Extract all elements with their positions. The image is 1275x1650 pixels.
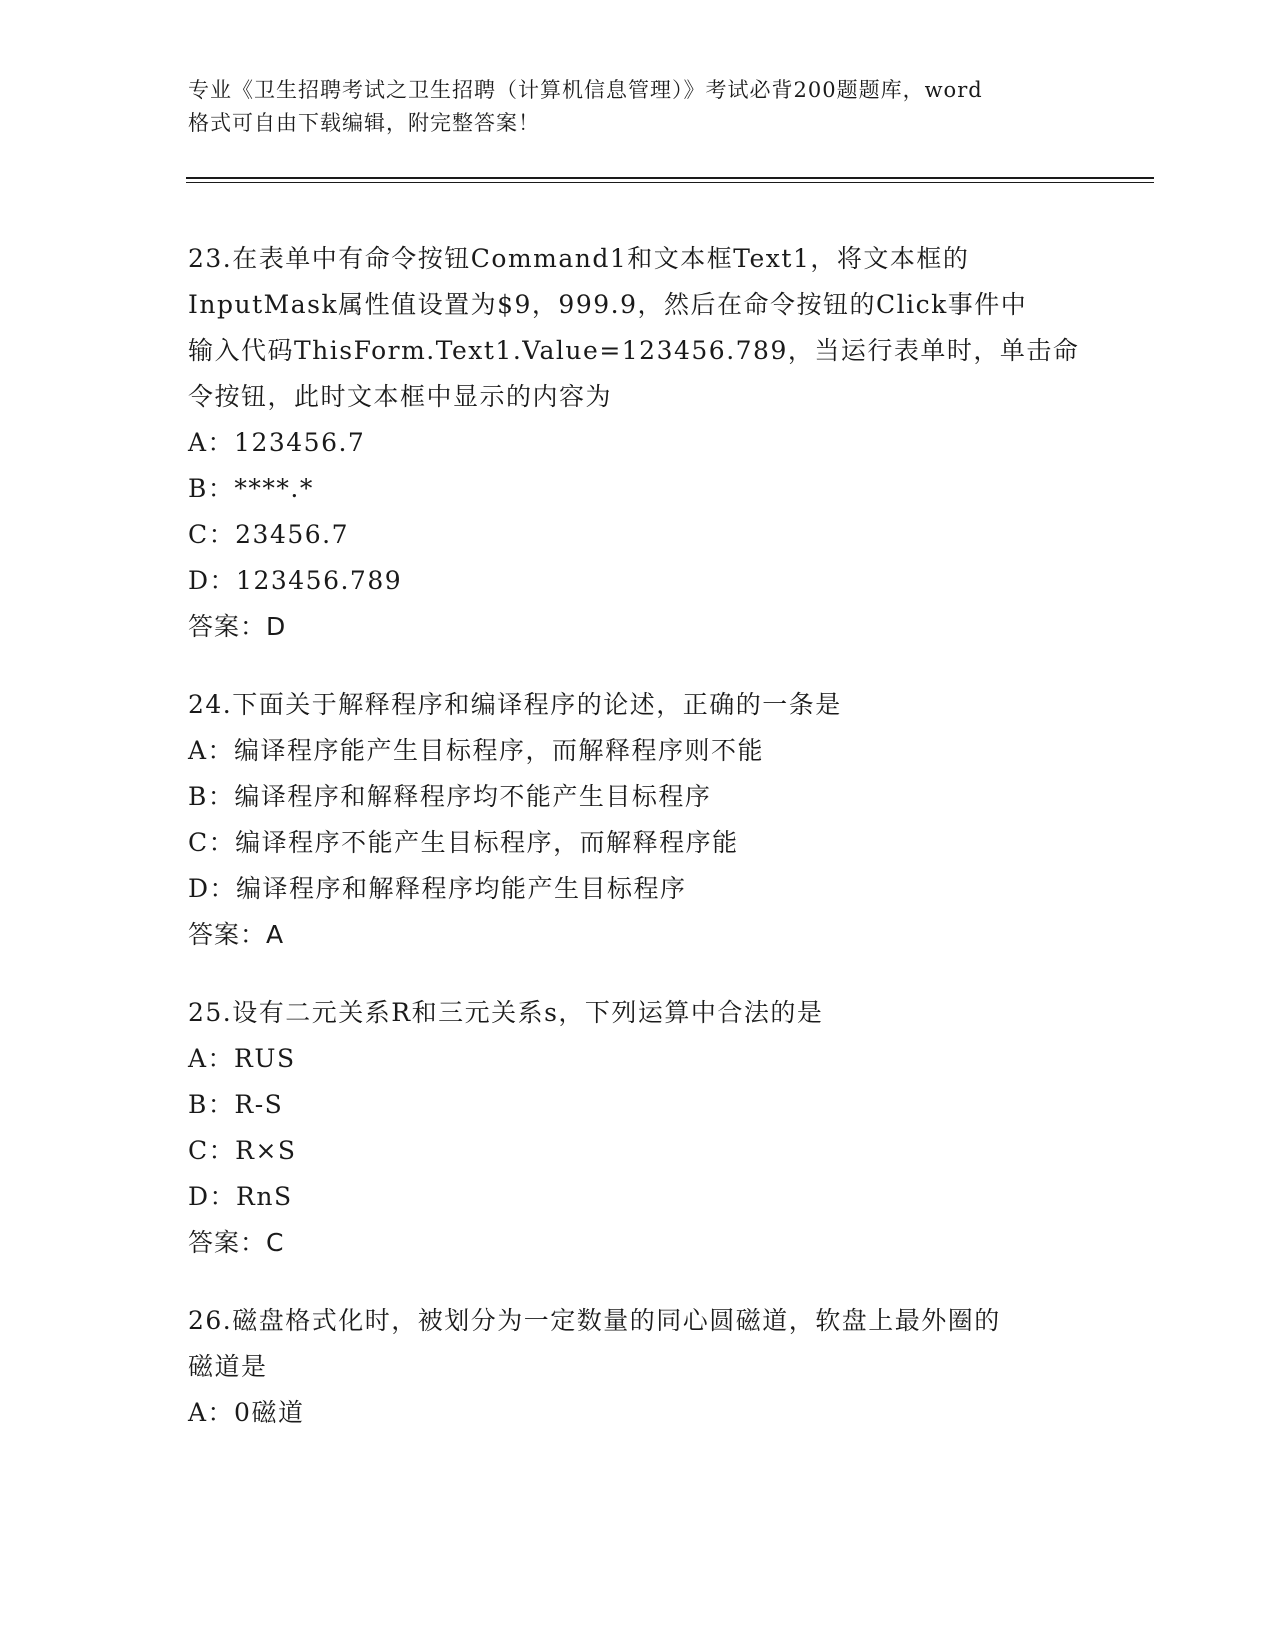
- option-d: D：123456.789: [188, 566, 403, 595]
- option-c: C：R×S: [188, 1136, 297, 1165]
- option-a: A：0磁道: [188, 1398, 305, 1427]
- question-stem-line: 24.下面关于解释程序和编译程序的论述，正确的一条是: [188, 690, 842, 719]
- question-23: [188, 236, 1088, 650]
- option-a: A：编译程序能产生目标程序，而解释程序则不能: [188, 736, 765, 765]
- question-list: [188, 236, 1088, 1468]
- option-b: B：R-S: [188, 1090, 284, 1119]
- question-stem-line: InputMask属性值设置为$9，999.9，然后在命令按钮的Click事件中: [188, 290, 1028, 319]
- answer-line: 答案：C: [188, 1228, 285, 1257]
- question-stem-line: 23.在表单中有命令按钮Command1和文本框Text1，将文本框的: [188, 244, 970, 273]
- header-line-1: 专业《卫生招聘考试之卫生招聘（计算机信息管理）》考试必背200题题库，word: [188, 78, 983, 102]
- option-b: B：编译程序和解释程序均不能产生目标程序: [188, 782, 712, 811]
- option-d: D：RnS: [188, 1182, 293, 1211]
- option-a: A：RUS: [188, 1044, 296, 1073]
- question-stem-line: 25.设有二元关系R和三元关系s，下列运算中合法的是: [188, 998, 824, 1027]
- answer-line: 答案：D: [188, 612, 287, 641]
- question-26: [188, 1298, 1088, 1436]
- option-a: A：123456.7: [188, 428, 366, 457]
- question-stem-line: 26.磁盘格式化时，被划分为一定数量的同心圆磁道，软盘上最外圈的: [188, 1306, 1001, 1335]
- option-c: C：编译程序不能产生目标程序，而解释程序能: [188, 828, 739, 857]
- document-header: [188, 74, 1088, 140]
- question-stem-line: 令按钮，此时文本框中显示的内容为: [188, 382, 613, 411]
- option-d: D：编译程序和解释程序均能产生目标程序: [188, 874, 687, 903]
- question-stem-line: 磁道是: [188, 1352, 268, 1381]
- header-line-2: 格式可自由下载编辑，附完整答案！: [188, 111, 540, 135]
- question-25: [188, 990, 1088, 1266]
- option-b: B：****.*: [188, 474, 314, 503]
- question-stem-line: 输入代码ThisForm.Text1.Value=123456.789，当运行表单时，单击命: [188, 336, 1080, 365]
- header-divider-thick: [186, 177, 1154, 179]
- question-24: [188, 682, 1088, 958]
- option-c: C：23456.7: [188, 520, 350, 549]
- header-divider-thin: [186, 182, 1154, 183]
- answer-line: 答案：A: [188, 920, 285, 949]
